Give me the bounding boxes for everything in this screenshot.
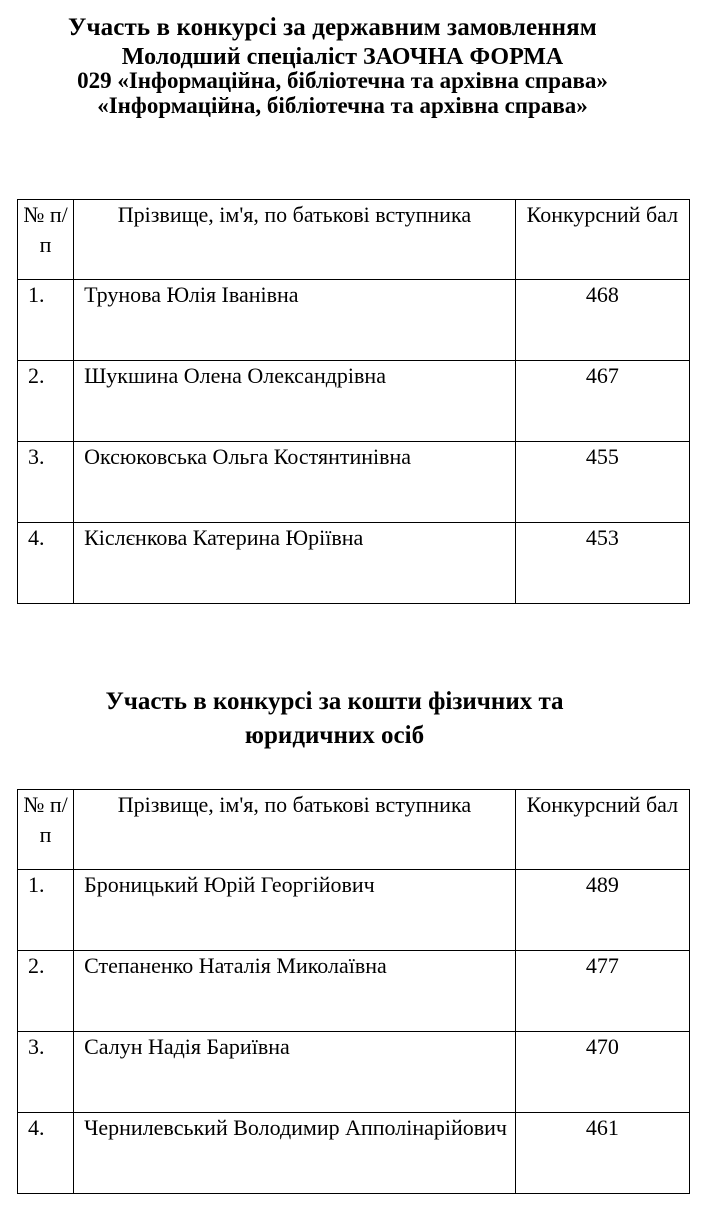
applicant-score: 455 xyxy=(515,442,689,523)
applicant-name: Броницький Юрій Георгійович xyxy=(74,870,516,951)
applicant-score: 477 xyxy=(515,951,689,1032)
header-full-name: Прізвище, ім'я, по батькові вступника xyxy=(74,200,516,280)
applicant-name: Шукшина Олена Олександрівна xyxy=(74,361,516,442)
table-row xyxy=(18,442,690,523)
applicant-score: 467 xyxy=(515,361,689,442)
paid-contract-results-table xyxy=(17,789,690,1194)
table-row xyxy=(18,951,690,1032)
applicant-score: 468 xyxy=(515,280,689,361)
section1-title-line-2: Молодший спеціаліст ЗАОЧНА ФОРМА xyxy=(121,44,564,70)
applicant-name: Чернилевський Володимир Апполінарійович xyxy=(74,1113,516,1194)
applicant-name: Оксюковська Ольга Костянтинівна xyxy=(74,442,516,523)
section2-title-line-2: юридичних осіб xyxy=(244,722,425,749)
header-score: Конкурсний бал xyxy=(515,200,689,280)
table-header-row xyxy=(18,200,690,280)
table-row xyxy=(18,1113,690,1194)
row-number: 2. xyxy=(18,951,74,1032)
header-full-name: Прізвище, ім'я, по батькові вступника xyxy=(74,790,516,870)
header-number: № п/п xyxy=(18,790,74,870)
table-row xyxy=(18,280,690,361)
table-row xyxy=(18,523,690,604)
row-number: 1. xyxy=(18,280,74,361)
applicant-name: Кіслєнкова Катерина Юріївна xyxy=(74,523,516,604)
table-header-row xyxy=(18,790,690,870)
row-number: 3. xyxy=(18,1032,74,1113)
section1-title-line-3: 029 «Інформаційна, бібліотечна та архівна справа» xyxy=(77,68,608,93)
row-number: 4. xyxy=(18,1113,74,1194)
table-row xyxy=(18,870,690,951)
header-number: № п/п xyxy=(18,200,74,280)
section2-title-line-1: Участь в конкурсі за кошти фізичних та xyxy=(105,688,564,715)
applicant-score: 461 xyxy=(515,1113,689,1194)
section1-title-line-4: «Інформаційна, бібліотечна та архівна справа» xyxy=(97,93,588,118)
row-number: 1. xyxy=(18,870,74,951)
applicant-score: 453 xyxy=(515,523,689,604)
section1-title-line-1: Участь в конкурсі за державним замовленням xyxy=(68,14,597,41)
table-row xyxy=(18,361,690,442)
row-number: 2. xyxy=(18,361,74,442)
row-number: 4. xyxy=(18,523,74,604)
applicant-name: Салун Надія Бариївна xyxy=(74,1032,516,1113)
header-score: Конкурсний бал xyxy=(515,790,689,870)
state-order-results-table xyxy=(17,199,690,604)
applicant-name: Степаненко Наталія Миколаївна xyxy=(74,951,516,1032)
row-number: 3. xyxy=(18,442,74,523)
table-row xyxy=(18,1032,690,1113)
applicant-score: 470 xyxy=(515,1032,689,1113)
applicant-name: Трунова Юлія Іванівна xyxy=(74,280,516,361)
applicant-score: 489 xyxy=(515,870,689,951)
